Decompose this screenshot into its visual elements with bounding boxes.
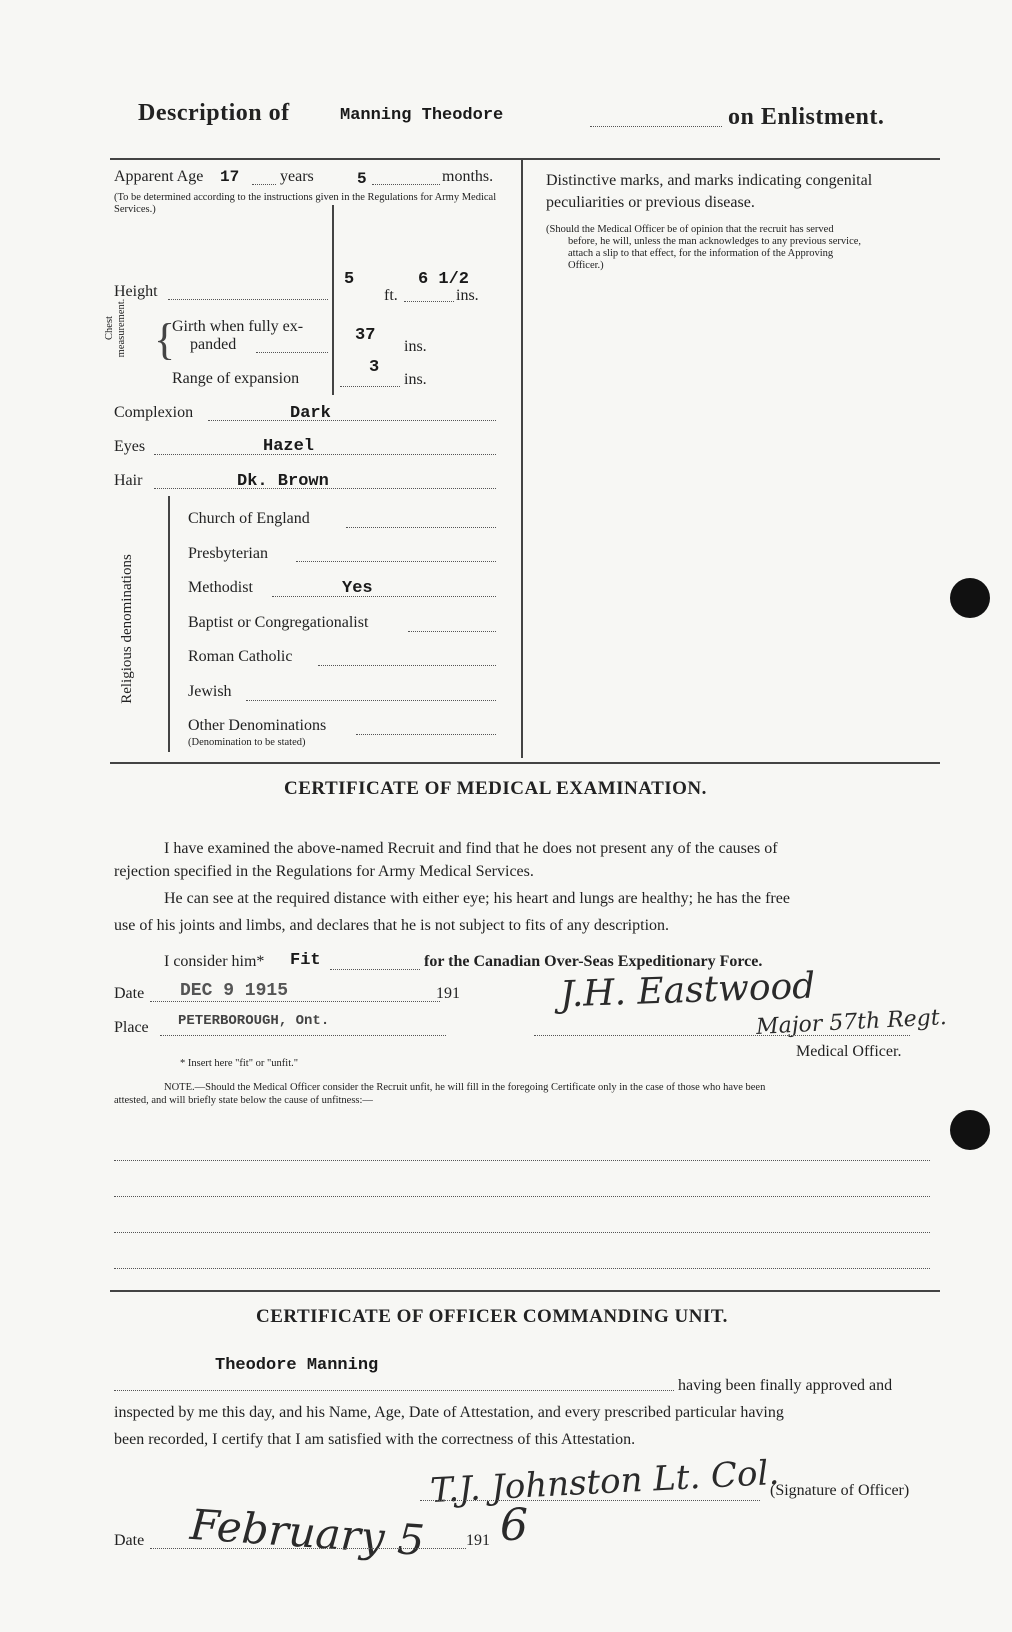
commanding-title: CERTIFICATE OF OFFICER COMMANDING UNIT. [256,1306,728,1327]
religion-other-note: (Denomination to be stated) [188,737,306,748]
religion-dots-4 [408,631,496,632]
hair-label: Hair [114,472,143,489]
religion-dots-7 [356,734,496,735]
age-years-dots [252,184,276,185]
height-feet-value: 5 [344,270,355,289]
religion-divider [168,496,170,752]
marks-heading-2: peculiarities or previous disease. [546,194,755,211]
medical-officer-rank: Major 57th Regt. [755,1005,948,1040]
complexion-value: Dark [290,404,331,423]
medical-officer-signature: J.H. Eastwood [559,965,816,1016]
age-months-value: 5 [357,170,367,188]
age-months-dots [372,184,440,185]
hair-value: Dk. Brown [237,472,329,491]
medical-date-year: 191 [436,985,460,1002]
commanding-date-year-prefix: 191 [466,1532,490,1549]
religion-church-of-england: Church of England [188,510,310,527]
age-years-value: 17 [220,168,240,186]
consider-dots [330,969,420,970]
commanding-signature-dots [420,1500,760,1501]
chest-range-unit: ins. [404,371,427,388]
column-divider [521,158,523,758]
religion-methodist: Methodist [188,579,253,596]
commanding-line3: been recorded, I certify that I am satisfied with the correctness of this Attestation. [114,1431,636,1448]
chest-range-label: Range of expansion [172,370,300,387]
punch-hole-bottom [950,1110,990,1150]
marks-note-3: attach a slip to that effect, for the information of the Approving [568,248,834,259]
religion-dots-6 [246,700,496,701]
chest-range-value: 3 [369,358,380,377]
medical-para1-line1: I have examined the above-named Recruit and find that he does not present any of the causes of [164,840,778,857]
marks-note-1: (Should the Medical Officer be of opinion that the recruit has served [546,224,834,235]
eyes-dots [154,454,496,455]
chest-range-dots [340,386,400,387]
religion-roman-catholic: Roman Catholic [188,648,293,665]
medical-place-label: Place [114,1019,149,1036]
age-years-label: years [280,168,314,185]
chest-girth-label-1: Girth when fully ex- [172,318,304,335]
religion-other: Other Denominations [188,717,327,734]
medical-officer-dots [534,1035,910,1036]
marks-note-2: before, he will, unless the man acknowledges to any previous service, [568,236,862,247]
height-inches-value: 6 1/2 [418,270,470,289]
unfitness-line-1 [114,1160,930,1161]
medical-para1-line2: rejection specified in the Regulations for Army Medical Services. [114,863,534,880]
measurement-divider [332,205,334,395]
medical-place-value: PETERBOROUGH, Ont. [178,1013,330,1029]
chest-girth-dots [256,352,328,353]
section-rule-2 [110,1290,940,1292]
complexion-label: Complexion [114,404,194,421]
medical-note-line1: NOTE.—Should the Medical Officer consider the Recruit unfit, he will fill in the foregoing Certificate only in the case of those who have been [164,1082,766,1093]
consider-prefix: I consider him* [164,953,265,970]
name-dotted-line [590,126,722,127]
height-feet-unit: ft. [384,287,398,304]
marks-note-4: Officer.) [568,260,604,271]
consider-value: Fit [290,951,321,970]
commanding-signature-label: (Signature of Officer) [770,1482,910,1499]
medical-place-dots [160,1035,446,1036]
age-months-label: months. [442,168,494,185]
recruit-name: Manning Theodore [340,106,504,125]
complexion-dots [208,420,496,421]
title-suffix: on Enlistment. [728,104,885,130]
height-inches-unit: ins. [456,287,479,304]
section-rule-1 [110,762,940,764]
marks-heading-1: Distinctive marks, and marks indicating congenital [546,172,873,189]
medical-note-line2: attested, and will briefly state below the cause of unfitness:— [114,1095,373,1106]
medical-date-dots [150,1001,440,1002]
religion-jewish: Jewish [188,683,232,700]
religion-dots-2 [296,561,496,562]
commanding-date-dots [150,1548,466,1549]
commanding-date-value: February 5 [188,1499,427,1566]
punch-hole-top [950,578,990,618]
unfitness-line-2 [114,1196,930,1197]
medical-date-label: Date [114,985,145,1002]
religion-dots-1 [346,527,496,528]
age-note: (To be determined according to the instructions given in the Regulations for Army Medical Services.) [114,192,497,215]
height-label: Height [114,283,158,300]
unfitness-line-3 [114,1232,930,1233]
religion-baptist: Baptist or Congregationalist [188,614,369,631]
religion-presbyterian: Presbyterian [188,545,268,562]
chest-side-label: Chest measurement. [104,298,127,358]
religion-methodist-value: Yes [342,579,373,598]
commanding-date-year-suffix: 6 [500,1500,528,1551]
medical-title: CERTIFICATE OF MEDICAL EXAMINATION. [284,778,707,799]
consider-suffix: for the Canadian Over-Seas Expeditionary Force. [424,953,763,970]
commanding-name-value: Theodore Manning [215,1356,379,1375]
medical-para2-line2: use of his joints and limbs, and declares that he is not subject to fits of any description. [114,917,670,934]
religion-dots-3 [272,596,496,597]
commanding-line1-suffix: having been finally approved and [678,1377,893,1394]
religion-dots-5 [318,665,496,666]
commanding-date-label: Date [114,1532,145,1549]
eyes-label: Eyes [114,438,146,455]
chest-girth-label-2: panded [190,336,237,353]
religion-side-label: Religious denominations [119,554,135,704]
medical-date-value: DEC 9 1915 [180,981,289,1001]
chest-girth-unit: ins. [404,338,427,355]
chest-girth-value: 37 [355,326,376,345]
eyes-value: Hazel [263,437,315,456]
medical-officer-label: Medical Officer. [796,1043,902,1060]
medical-para2-line1: He can see at the required distance with either eye; his heart and lungs are healthy; he has the free [164,890,790,907]
age-label: Apparent Age [114,168,204,185]
height-label-dots [168,299,328,300]
commanding-name-dots [114,1390,674,1391]
medical-footnote: * Insert here "fit" or "unfit." [180,1058,299,1069]
commanding-signature: T.J. Johnston Lt. Col. [429,1452,781,1512]
top-rule [110,158,940,160]
height-dots [404,301,454,302]
title-prefix: Description of [138,100,290,126]
chest-brace: { [154,315,176,364]
unfitness-line-4 [114,1268,930,1269]
commanding-line2: inspected by me this day, and his Name, Age, Date of Attestation, and every prescribed particular having [114,1404,784,1421]
